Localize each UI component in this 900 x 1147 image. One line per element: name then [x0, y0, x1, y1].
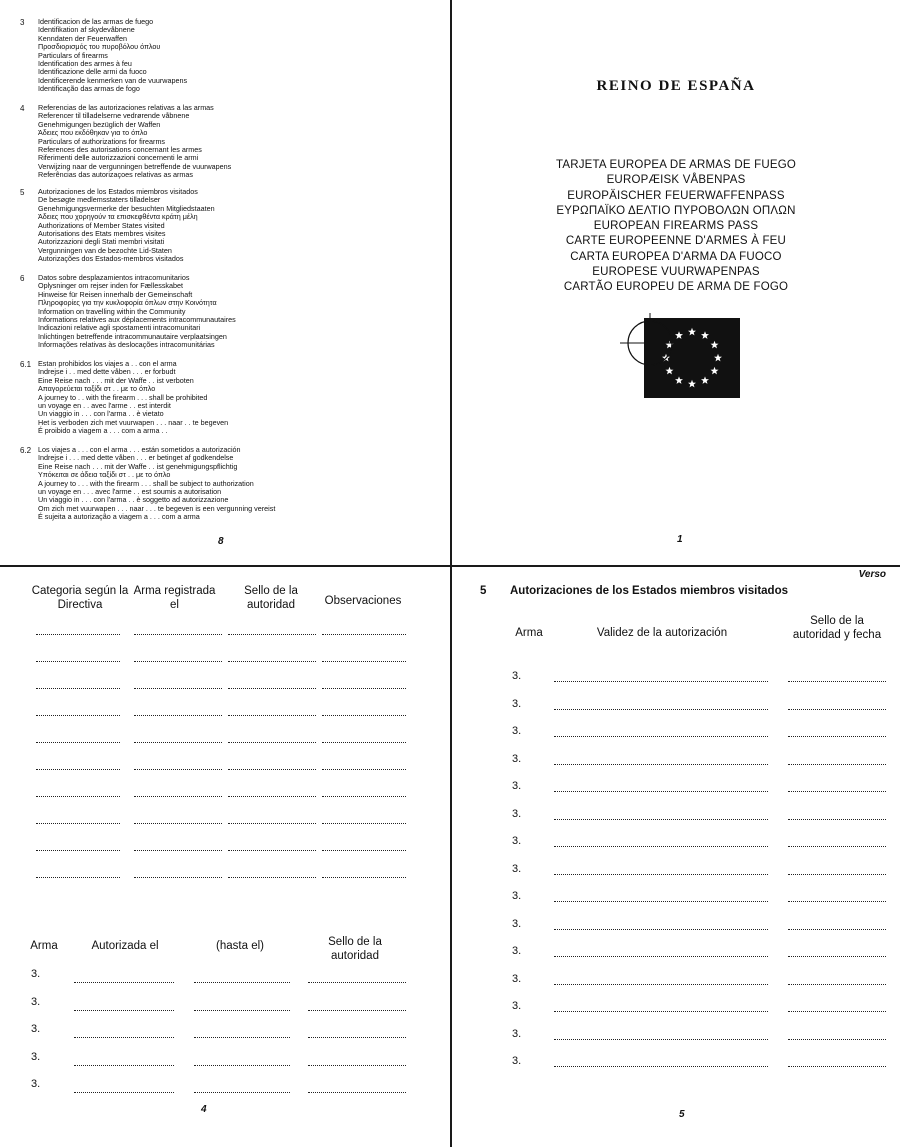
- page-number: 4: [201, 1104, 207, 1115]
- blank-entry-line[interactable]: [194, 1037, 290, 1038]
- blank-entry-line[interactable]: [322, 634, 406, 635]
- blank-entry-line[interactable]: [134, 796, 222, 797]
- blank-entry-line[interactable]: [788, 1011, 886, 1012]
- blank-entry-line[interactable]: [228, 688, 316, 689]
- row-label: 3.: [512, 835, 522, 847]
- section-line: É proibido a viagem a . . . com a arma . .: [38, 426, 168, 436]
- blank-entry-line[interactable]: [36, 742, 120, 743]
- section-line: un voyage en . . . avec l'arme . . est soumis a autorisation: [38, 487, 222, 497]
- row-label: 3.: [31, 968, 41, 980]
- blank-entry-line[interactable]: [134, 850, 222, 851]
- blank-entry-line[interactable]: [322, 769, 406, 770]
- pass-title-line: EUROPÄISCHER FEUERWAFFENPASS: [567, 189, 785, 202]
- row-label: 3.: [512, 752, 522, 765]
- blank-entry-line[interactable]: [554, 681, 768, 682]
- section-line: Genehmigungsvermerke der besuchten Mitgliedstaaten: [38, 203, 215, 213]
- blank-entry-line[interactable]: [36, 661, 120, 662]
- page-8: [0, 0, 450, 565]
- row-label: 3.: [512, 890, 522, 902]
- blank-entry-line[interactable]: [788, 874, 886, 875]
- blank-entry-line[interactable]: [788, 819, 886, 820]
- section-number: 6.2: [20, 446, 32, 455]
- row-label: 3.: [512, 1027, 522, 1040]
- header-sello: Sello de la autoridad: [244, 585, 298, 611]
- section-line: A journey to . . with the firearm . . . shall be prohibited: [38, 392, 208, 402]
- section-line: A journey to . . . with the firearm . . . shall be subject to authorization: [38, 478, 254, 488]
- blank-entry-line[interactable]: [36, 715, 120, 716]
- blank-entry-line[interactable]: [788, 1066, 886, 1067]
- blank-entry-line[interactable]: [134, 715, 222, 716]
- blank-entry-line[interactable]: [554, 846, 768, 847]
- row-label: 3.: [512, 862, 522, 875]
- page-1-cover: [452, 0, 900, 565]
- blank-entry-line[interactable]: [788, 929, 886, 930]
- section-line: un voyage en . . avec l'arme . . est interdit: [38, 401, 171, 411]
- blank-entry-line[interactable]: [554, 984, 768, 985]
- blank-entry-line[interactable]: [36, 769, 120, 770]
- section-line: Datos sobre desplazamientos intracomunitarios: [38, 273, 190, 282]
- section-number: 5: [480, 585, 487, 597]
- verso-label: Verso: [858, 569, 886, 580]
- flag-star: [711, 367, 719, 375]
- section-line: Autorizações dos Estados-membros visitados: [38, 254, 184, 264]
- header-arma-registrada: Arma registrada el: [133, 585, 216, 611]
- header-observaciones: Observaciones: [324, 595, 402, 607]
- blank-entry-line[interactable]: [788, 846, 886, 847]
- section-line: Identification des armes à feu: [38, 59, 132, 69]
- blank-entry-line[interactable]: [74, 1092, 174, 1093]
- blank-entry-line[interactable]: [554, 791, 768, 792]
- row-label: 3.: [512, 1055, 522, 1067]
- section-line: Indrejse i . . . med dette våben . . . er betinget af godkendelse: [38, 453, 234, 463]
- blank-entry-line[interactable]: [554, 764, 768, 765]
- blank-entry-line[interactable]: [194, 982, 290, 983]
- blank-entry-line[interactable]: [74, 1065, 174, 1066]
- section-lines: [38, 104, 231, 180]
- blank-entry-line[interactable]: [134, 634, 222, 635]
- blank-entry-line[interactable]: [74, 982, 174, 983]
- header-sello-2: Sello de la autoridad: [328, 936, 382, 962]
- pass-title-list: [452, 158, 900, 296]
- section-line: Indicazioni relative agli spostamenti intracomunitari: [38, 323, 201, 333]
- row-label: 3.: [512, 780, 522, 792]
- blank-entry-line[interactable]: [554, 1066, 768, 1067]
- section-line: Identifikation af skydevåbnene: [38, 25, 135, 35]
- blank-entry-line[interactable]: [36, 877, 120, 878]
- pass-title-line: ΕΥΡΩΠΑΪΚΟ ΔΕΛΤΙΟ ΠΥΡΟΒΟΛΩΝ ΟΠΛΩΝ: [556, 204, 796, 217]
- row-label: 3.: [31, 1050, 41, 1063]
- row-label: 3.: [512, 1000, 522, 1012]
- page-4: [0, 566, 450, 1147]
- blank-entry-line[interactable]: [308, 1092, 406, 1093]
- blank-entry-line[interactable]: [228, 823, 316, 824]
- section-line: Προσδιορισμός του πυροβόλου όπλου: [38, 42, 161, 52]
- section-line: Identificação das armas de fogo: [38, 84, 140, 94]
- flag-star: [701, 376, 709, 384]
- section-line: Autorisations des Etats membres visites: [38, 229, 166, 239]
- blank-entry-line[interactable]: [788, 956, 886, 957]
- blank-entry-line[interactable]: [228, 850, 316, 851]
- row-label: 3.: [512, 945, 522, 957]
- page-number: 8: [218, 536, 224, 547]
- blank-entry-line[interactable]: [788, 791, 886, 792]
- blank-entry-line[interactable]: [36, 823, 120, 824]
- section-line: Los viajes a . . . con el arma . . . están sometidos a autorización: [38, 445, 241, 454]
- section-number: 6.1: [20, 360, 32, 369]
- blank-entry-line[interactable]: [308, 982, 406, 983]
- section-line: Un viaggio in . . . con l'arma . . è vietato: [38, 409, 164, 419]
- section-line: É sujeita a autorização a viagem a . . . com a arma: [38, 512, 200, 522]
- blank-entry-line[interactable]: [194, 1092, 290, 1093]
- section-line: Άδειες που εκδόθηκαν για το όπλο: [38, 128, 148, 138]
- section-lines: [38, 446, 275, 522]
- section-line: Genehmigungen bezüglich der Waffen: [38, 119, 161, 129]
- blank-entry-line[interactable]: [134, 769, 222, 770]
- blank-entry-line[interactable]: [788, 681, 886, 682]
- row-label: 3.: [512, 807, 522, 820]
- blank-entry-line[interactable]: [788, 736, 886, 737]
- row-label: 3.: [31, 995, 41, 1008]
- pass-title-line: TARJETA EUROPEA DE ARMAS DE FUEGO: [555, 159, 797, 171]
- blank-entry-line[interactable]: [554, 709, 768, 710]
- section-line: Om zich met vuurwapen . . . naar . . . te begeven is een vergunning vereist: [38, 503, 276, 513]
- section-line: References des autorisations concernant les armes: [38, 145, 202, 155]
- blank-entry-line[interactable]: [134, 877, 222, 878]
- section-line: Identificerende kenmerken van de vuurwapens: [38, 75, 188, 85]
- section-title: Autorizaciones de los Estados miembros visitados: [510, 585, 788, 597]
- section-line: Referências das autorizaçoes relativas as armas: [38, 170, 194, 180]
- section-lines: [38, 360, 228, 436]
- blank-entry-line[interactable]: [554, 901, 768, 902]
- pass-title-line: EUROPÆISK VÅBENPAS: [606, 174, 746, 187]
- blank-entry-line[interactable]: [788, 901, 886, 902]
- header-categoria: Categoria según la Directiva: [31, 585, 129, 611]
- flag-star: [714, 354, 722, 362]
- pass-title-line: EUROPESE VUURWAPENPAS: [592, 266, 760, 279]
- flag-star: [675, 376, 683, 384]
- row-label: 3.: [512, 917, 522, 930]
- blank-entry-line[interactable]: [134, 688, 222, 689]
- section-line: Vergunningen van de bezochte Lid-Staten: [38, 245, 172, 255]
- header-arma: Arma: [30, 940, 58, 952]
- section-line: Eine Reise nach . . . mit der Waffe . . ist verboten: [38, 375, 194, 385]
- blank-entry-line[interactable]: [228, 634, 316, 635]
- blank-entry-line[interactable]: [308, 1037, 406, 1038]
- section-line: Oplysninger om rejser inden for Fællesskabet: [38, 281, 184, 291]
- blank-entry-line[interactable]: [554, 1039, 768, 1040]
- section-line: Estan prohibidos los viajes a . . con el arma: [38, 359, 177, 368]
- section-line: Identificazione delle armi da fuoco: [38, 67, 147, 77]
- section-line: Informações relativas às deslocações intracomunitárias: [38, 340, 215, 350]
- section-line: Verwijzing naar de vergunningen betreffende de vuurwapens: [38, 161, 232, 171]
- country-title: REINO DE ESPAÑA: [596, 78, 756, 94]
- section-line: Information on travelling within the Community: [38, 306, 186, 316]
- section-line: Particulars of firearms: [38, 50, 108, 60]
- section-number: 6: [20, 274, 25, 283]
- page-number: 5: [679, 1109, 685, 1120]
- blank-entry-line[interactable]: [228, 715, 316, 716]
- blank-entry-line[interactable]: [134, 823, 222, 824]
- section-lines: [38, 18, 187, 94]
- section-line: Riferimenti delle autorizzazioni concernenti le armi: [38, 153, 199, 163]
- section-line: Un viaggio in . . . con l'arma . . è soggetto ad autorizzazione: [38, 495, 229, 505]
- section-line: Indrejse i . . med dette våben . . . er forbudt: [38, 367, 176, 377]
- section-line: Autorizzazioni degli Stati membri visitati: [38, 237, 165, 247]
- section-line: Inlichtingen betreffende intracommunautaire verplaatsingen: [38, 331, 227, 341]
- flag-star: [701, 331, 709, 339]
- blank-entry-line[interactable]: [788, 709, 886, 710]
- blank-entry-line[interactable]: [788, 1039, 886, 1040]
- flag-star: [711, 341, 719, 349]
- section-lines: [38, 188, 215, 264]
- blank-entry-line[interactable]: [308, 1010, 406, 1011]
- section-line: Άδειες που χορηγούν τα επισκεφθέντα κράτη μέλη: [38, 212, 198, 222]
- blank-entry-line[interactable]: [554, 874, 768, 875]
- blank-entry-line[interactable]: [788, 764, 886, 765]
- blank-entry-line[interactable]: [36, 634, 120, 635]
- header-sello-fecha: Sello de la autoridad y fecha: [792, 615, 882, 641]
- section-number: 5: [20, 188, 25, 197]
- section-number: 4: [20, 104, 25, 113]
- section-line: Autorizaciones de los Estados miembros visitados: [38, 187, 198, 196]
- header-autorizada: Autorizada el: [91, 940, 159, 952]
- section-line: Kenndaten der Feuerwaffen: [38, 33, 127, 43]
- blank-entry-line[interactable]: [322, 877, 406, 878]
- pass-title-line: CARTA EUROPEA D'ARMA DA FUOCO: [570, 250, 782, 263]
- crosshair-registration-mark: [620, 313, 680, 373]
- row-label: 3.: [31, 1078, 41, 1090]
- blank-entry-line[interactable]: [322, 823, 406, 824]
- pass-title-line: CARTE EUROPEENNE D'ARMES À FEU: [565, 235, 787, 248]
- section-line: Identificacion de las armas de fuego: [38, 17, 154, 26]
- section-line: Authorizations of Member States visited: [38, 220, 165, 230]
- section-line: Referencer til tilladelserne vedrørende våbnene: [38, 111, 190, 121]
- section-line: Υπόκειται σε άδεια ταξίδι στ . . με το όπλο: [38, 470, 171, 480]
- section-line: Hinweise für Reisen innerhalb der Gemeinschaft: [38, 289, 193, 299]
- blank-entry-line[interactable]: [36, 850, 120, 851]
- blank-entry-line[interactable]: [134, 742, 222, 743]
- flag-star: [688, 380, 696, 388]
- section-line: Referencias de las autorizaciones relativas a las armas: [38, 103, 214, 112]
- section-line: Het is verboden zich met vuurwapen . . . naar . . te begeven: [38, 417, 229, 427]
- blank-entry-line[interactable]: [322, 742, 406, 743]
- blank-entry-line[interactable]: [322, 715, 406, 716]
- section-line: Eine Reise nach . . . mit der Waffe . . ist genehmigungspflichtig: [38, 461, 238, 471]
- blank-entry-line[interactable]: [228, 661, 316, 662]
- blank-entry-line[interactable]: [36, 796, 120, 797]
- row-label: 3.: [512, 670, 522, 682]
- blank-entry-line[interactable]: [228, 742, 316, 743]
- blank-entry-line[interactable]: [554, 1011, 768, 1012]
- row-label: 3.: [31, 1023, 41, 1035]
- blank-entry-line[interactable]: [554, 956, 768, 957]
- row-label: 3.: [512, 725, 522, 737]
- section-line: Απαγορεύεται ταξίδι στ . . με το όπλο: [38, 384, 156, 394]
- blank-entry-line[interactable]: [322, 850, 406, 851]
- section-line: Particulars of authorizations for firearms: [38, 136, 166, 146]
- section-lines: [38, 274, 236, 350]
- blank-entry-line[interactable]: [194, 1065, 290, 1066]
- blank-entry-line[interactable]: [194, 1010, 290, 1011]
- blank-entry-line[interactable]: [308, 1065, 406, 1066]
- blank-entry-line[interactable]: [554, 929, 768, 930]
- blank-entry-line[interactable]: [228, 769, 316, 770]
- header-hasta: (hasta el): [216, 940, 264, 952]
- header-arma: Arma: [515, 627, 543, 639]
- blank-entry-line[interactable]: [322, 661, 406, 662]
- blank-entry-line[interactable]: [36, 688, 120, 689]
- header-validez: Validez de la autorización: [596, 627, 728, 639]
- blank-entry-line[interactable]: [554, 736, 768, 737]
- page-5: [452, 566, 900, 1147]
- blank-entry-line[interactable]: [74, 1010, 174, 1011]
- pass-title-line: CARTÃO EUROPEU DE ARMA DE FOGO: [563, 281, 789, 294]
- page-number: 1: [677, 534, 683, 545]
- row-label: 3.: [512, 972, 522, 985]
- blank-entry-line[interactable]: [228, 796, 316, 797]
- row-label: 3.: [512, 697, 522, 710]
- section-line: Informations relatives aux déplacements intracommunautaires: [38, 315, 236, 325]
- blank-entry-line[interactable]: [74, 1037, 174, 1038]
- pass-title-line: EUROPEAN FIREARMS PASS: [593, 220, 759, 233]
- blank-entry-line[interactable]: [554, 819, 768, 820]
- blank-entry-line[interactable]: [322, 688, 406, 689]
- blank-entry-line[interactable]: [788, 984, 886, 985]
- blank-entry-line[interactable]: [228, 877, 316, 878]
- section-line: Πληροφορίες για την κυκλοφορία όπλων στην Κοινότητα: [38, 298, 217, 308]
- section-line: De besøgte medlemsstaters tilladelser: [38, 195, 161, 205]
- section-number: 3: [20, 18, 25, 27]
- blank-entry-line[interactable]: [134, 661, 222, 662]
- blank-entry-line[interactable]: [322, 796, 406, 797]
- flag-star: [688, 328, 696, 336]
